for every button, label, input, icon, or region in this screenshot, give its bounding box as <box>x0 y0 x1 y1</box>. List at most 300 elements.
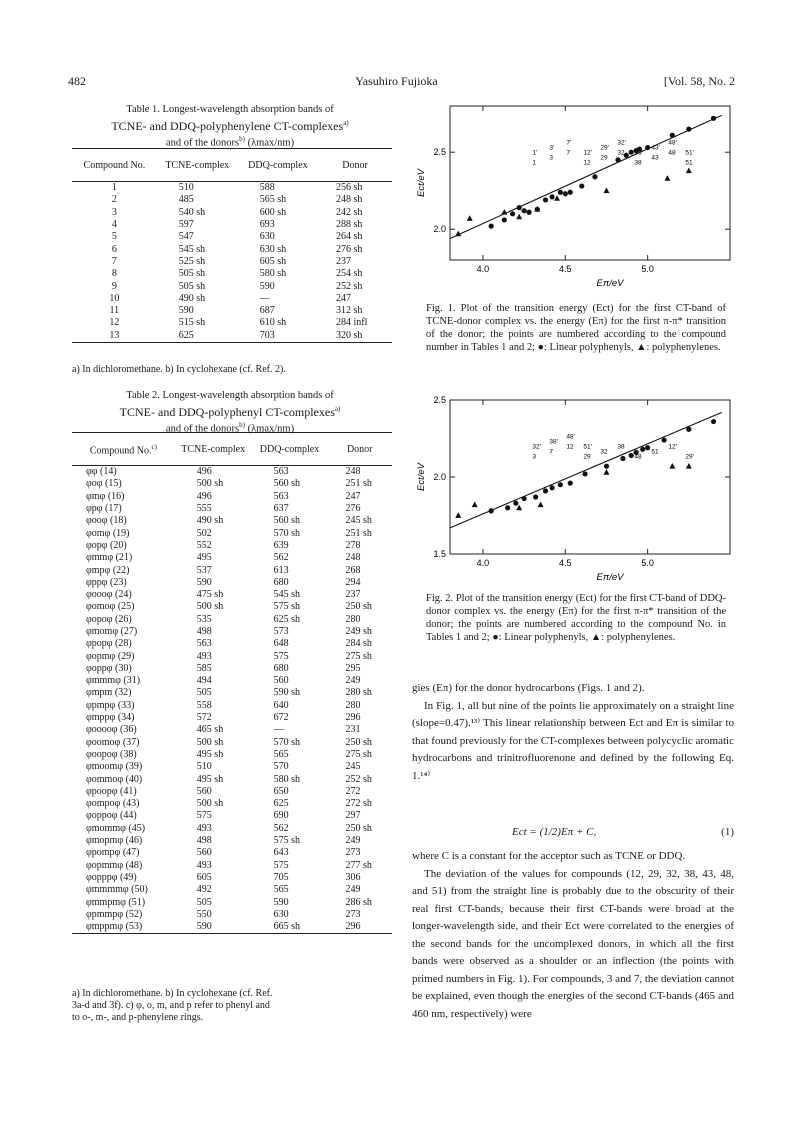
table1-cell: 1 <box>111 182 117 194</box>
table1-cell: 693 <box>259 219 275 231</box>
equation-text: Ect = (1/2)Eπ + C, <box>512 826 597 838</box>
table2-cell: 560 <box>196 785 212 797</box>
table1-cell: 3 <box>111 206 117 218</box>
fig2-plot-frame <box>450 400 730 554</box>
fig1-point-polyphenyl <box>558 190 563 195</box>
table1 <box>72 148 392 343</box>
table1-header-compound: Compound No. <box>83 159 146 171</box>
table2-cell: 494 <box>196 675 212 687</box>
fig1-point-polyphenyl <box>615 157 620 162</box>
table2-cell: 273 <box>345 908 361 920</box>
fig2-point-polyphenyl <box>522 496 527 501</box>
table2-title-line2: TCNE- and DDQ-polyphenyl CT-complexes$^{a)}$ <box>119 405 341 419</box>
table2-cell: 590 sh <box>273 687 300 699</box>
table2-cell: φpopφ (28) <box>86 638 132 650</box>
table2-cell: φoppoφ (44) <box>86 810 137 822</box>
table2-cell: 231 <box>345 724 361 736</box>
table1-cell: 485 <box>178 194 194 206</box>
table1-row <box>72 182 392 195</box>
fig1-point-polyphenyl <box>489 224 494 229</box>
table2-row <box>72 589 392 601</box>
table1-cell: 525 sh <box>178 255 206 267</box>
table1-cell: 547 <box>178 231 194 243</box>
table2-cell: 502 <box>196 527 212 539</box>
table1-cell: 288 sh <box>336 219 363 231</box>
table2-cell: 496 <box>196 490 212 502</box>
table1-cell: 320 sh <box>336 329 363 341</box>
table2-cell: φooooφ (36) <box>86 724 137 736</box>
table2-row <box>72 650 392 662</box>
table1-cell: 242 sh <box>336 206 363 218</box>
table2-cell: 558 <box>196 699 212 711</box>
table1-cell: 610 sh <box>259 317 287 329</box>
fig2-point-polyphenyl <box>505 505 510 510</box>
table2-row <box>72 773 392 785</box>
table1-title-line3: and of the donors$^{b)}$ (λmax/nm) <box>165 135 295 149</box>
body-paragraph-1: gies (Eπ) for the donor hydrocarbons (Figs. 1 and 2). <box>412 682 645 694</box>
table2-cell: 252 sh <box>345 773 372 785</box>
table1-cell: 605 sh <box>259 255 287 267</box>
table2-cell: φmomφ (27) <box>86 626 138 637</box>
table2-cell: φpmmpφ (52) <box>86 908 143 920</box>
fig1-point-label: 3 <box>549 154 553 162</box>
table2-row <box>72 896 392 908</box>
table1-title-line2: TCNE- and DDQ-polyphenylene CT-complexes$^{a)}$ <box>111 119 349 133</box>
table2-cell: 545 sh <box>273 589 300 601</box>
table2-cell: 555 <box>196 503 212 515</box>
table1-cell: 565 sh <box>259 194 287 206</box>
fig1-point-label: 7 <box>566 149 570 157</box>
fig1-point-polyphenylene <box>516 214 522 220</box>
table2-cell: 640 <box>273 699 289 711</box>
table1-header-row <box>72 149 392 182</box>
fig1-point-polyphenylene <box>686 167 692 173</box>
table1-row <box>72 243 392 255</box>
fig1-point-label: 38' <box>634 149 643 157</box>
table2-cell: 280 <box>345 613 361 625</box>
table1-cell: 505 sh <box>178 280 206 292</box>
table2-cell: 575 sh <box>273 835 300 847</box>
table1-cell: 256 sh <box>336 182 363 194</box>
table2-cell: 272 sh <box>345 798 372 810</box>
table2-cell: 249 <box>345 835 361 847</box>
fig2-point-label: 48' <box>566 433 575 441</box>
table2-row <box>72 675 392 687</box>
table1-row <box>72 256 392 268</box>
fig1-point-label: 29 <box>600 154 608 162</box>
table2-cell: 273 <box>345 847 361 859</box>
table2-row <box>72 478 392 490</box>
fig2-y-tick-label: 2.5 <box>433 395 446 405</box>
table2-cell: 250 sh <box>345 601 372 613</box>
fig1-point-polyphenyl <box>579 183 584 188</box>
table2-cell: 560 <box>196 847 212 859</box>
table1-cell: 590 <box>178 305 194 317</box>
fig1-caption: Fig. 1. Plot of the transition energy (Ect) for the first CT-band of TCNE-donor complex vs. the energy (Eπ) for the first π-π* transition of the donor; the points are numbered according to the compound number in Tables 1 and 2; ●: Linear polyphenyls, ▲: polyphenylenes. <box>426 303 726 353</box>
table2-cell: 500 sh <box>196 798 224 810</box>
fig1-point-label: 51 <box>685 159 693 167</box>
fig1-point-label: 3' <box>549 144 555 152</box>
table1-header-ddq: DDQ-complex <box>248 159 308 171</box>
fig1-y-tick-label: 2.0 <box>433 224 446 235</box>
fig2-x-axis-label: Eπ/eV <box>596 572 624 583</box>
table1-cell: 252 sh <box>336 280 363 292</box>
table2-cell: 272 <box>345 785 361 797</box>
table2-cell: 296 <box>345 921 361 933</box>
table2-cell: 680 <box>273 662 289 674</box>
table2-cell: 639 <box>273 539 289 551</box>
fig2-point-label: 51' <box>583 443 592 451</box>
fig2-point-polyphenylene <box>538 502 544 508</box>
fig1-point-label: 43' <box>651 144 660 152</box>
fig1-point-label: 7' <box>566 139 572 147</box>
table1-cell: 284 infl <box>336 317 368 329</box>
page-number: 482 <box>68 74 86 88</box>
table2-row <box>72 515 392 527</box>
table1-row <box>72 194 392 206</box>
table2-cell: 650 <box>273 785 289 797</box>
table2-cell: φoφ (15) <box>86 478 122 490</box>
table2-cell: φommoφ (40) <box>86 773 143 785</box>
table2-row <box>72 601 392 613</box>
table2-cell: φmmpmφ (51) <box>86 896 146 908</box>
table2-row <box>72 626 392 638</box>
table2-cell: φoppφ (30) <box>86 662 132 674</box>
table2-cell: φmopmφ (46) <box>86 835 143 847</box>
fig2-point-polyphenyl <box>620 456 625 461</box>
table2-cell: 465 sh <box>196 724 224 736</box>
table2-row <box>72 872 392 884</box>
table2-row <box>72 847 392 859</box>
table2-cell: 552 <box>196 539 212 551</box>
table2-title-line1: Table 2. Longest-wavelength absorption bands of <box>126 390 334 401</box>
table2-row <box>72 921 392 934</box>
table2-cell: 249 <box>345 675 361 687</box>
table2-cell: 643 <box>273 847 289 859</box>
fig1-point-label: 32 <box>617 149 625 157</box>
fig1-point-label: 48' <box>668 139 677 147</box>
table2-cell: 613 <box>273 564 289 576</box>
table2-cell: 250 sh <box>345 736 372 748</box>
table2-row <box>72 540 392 552</box>
table1-cell: 12 <box>109 317 120 329</box>
table2-cell: — <box>273 724 284 736</box>
table1-caption <box>66 104 394 150</box>
table2-row <box>72 552 392 564</box>
fig1-point-label: 12' <box>583 149 592 157</box>
table2-row <box>72 577 392 589</box>
table2-title-line3: and of the donors$^{b)}$ (λmax/nm) <box>165 421 295 435</box>
table1-cell: 8 <box>111 268 117 280</box>
table2-cell: 680 <box>273 576 289 588</box>
table2-row <box>72 786 392 798</box>
fig2-point-polyphenyl <box>645 445 650 450</box>
table2-cell: 625 <box>273 798 289 810</box>
fig1-point-polyphenyl <box>502 217 507 222</box>
fig1-point-polyphenylene <box>554 195 560 201</box>
table2-cell: 297 <box>345 810 361 822</box>
table2-cell: 550 <box>196 908 212 920</box>
table1-cell: 7 <box>111 255 117 267</box>
table1-row <box>72 268 392 280</box>
fig2-y-tick-label: 2.0 <box>433 472 446 482</box>
table2-cell: 268 <box>345 564 361 576</box>
fig2-point-polyphenyl <box>558 482 563 487</box>
fig1-point-label: 38 <box>634 159 642 167</box>
table2-cell: 280 <box>345 699 361 711</box>
fig2-y-axis-label: Ect/eV <box>416 463 427 491</box>
table2-cell: 505 <box>196 896 212 908</box>
table2-cell: 563 <box>196 638 212 650</box>
table2-row <box>72 860 392 872</box>
table2-cell: φompoφ (43) <box>86 798 140 810</box>
fig1-point-label: 29' <box>600 144 609 152</box>
fig1-point-label: 1' <box>532 149 538 157</box>
table2-cell: 560 sh <box>273 478 300 490</box>
table1-cell: 11 <box>109 305 120 317</box>
table2-cell: 565 <box>273 884 289 896</box>
table2-cell: 575 <box>273 859 289 871</box>
table2-cell: φmppmφ (53) <box>86 921 143 933</box>
fig1-point-polyphenylene <box>664 175 670 181</box>
fig1-point-polyphenylene <box>467 215 473 221</box>
table2-row <box>72 761 392 773</box>
table1-cell: 630 sh <box>259 243 287 255</box>
fig2-point-polyphenyl <box>686 427 691 432</box>
table1-cell: 2 <box>111 194 117 206</box>
table1-header-donor: Donor <box>342 159 368 171</box>
table2-cell: 575 <box>196 810 212 822</box>
table2-row <box>72 798 392 810</box>
table2-row <box>72 638 392 650</box>
table2-cell: φpφ (17) <box>86 503 122 515</box>
table2-row <box>72 749 392 761</box>
table1-cell: 237 <box>336 255 352 267</box>
table2-cell: 251 sh <box>345 527 372 539</box>
table2-cell: φopppφ (49) <box>86 871 137 883</box>
table1-cell: 590 <box>259 280 275 292</box>
equation-number: (1) <box>721 826 734 838</box>
fig2-point-polyphenylene <box>686 463 692 469</box>
body-paragraph-2: In Fig. 1, all but nine of the points lie approximately on a straight line (slope=0.47).¹³⁾ This linear relationship between Ect and Eπ is similar to that found previously for the CT-complexes between polycyclic aromatic hydrocarbons and trinitrofluorenone and defined by the following Eq. 1.¹⁴⁾ <box>412 699 734 782</box>
table1-cell: 600 sh <box>259 206 287 218</box>
table1-cell: 10 <box>109 292 120 304</box>
table2-cell: φmmmmφ (50) <box>86 884 148 896</box>
table2-cell: 560 sh <box>273 515 300 527</box>
fig2-caption: Fig. 2. Plot of the transition energy (Ect) for the first CT-band of DDQ-donor complex vs. the energy (Eπ) for the first π-π* transition of the donor; the points are numbered according to the compound No. in Tables 1 and 2; ●: Linear polyphenyls, ▲: polyphenylenes. <box>426 593 726 643</box>
table2-row <box>72 835 392 847</box>
table2-cell: 498 <box>196 835 212 847</box>
table2-row <box>72 466 392 479</box>
fig2-point-label: 7 <box>549 448 553 456</box>
table1-cell: 540 sh <box>178 206 206 218</box>
fig1-point-polyphenyl <box>592 174 597 179</box>
table2-cell: φoomoφ (37) <box>86 736 140 748</box>
table1-row <box>72 293 392 305</box>
fig1-point-label: 32' <box>617 139 626 147</box>
table2-cell: 705 <box>273 871 289 883</box>
table1-row <box>72 231 392 243</box>
table2-cell: 495 sh <box>196 773 224 785</box>
table2-cell: 570 sh <box>273 736 300 748</box>
fig2-point-polyphenyl <box>640 447 645 452</box>
fig2-point-label: 32 <box>600 448 608 456</box>
table1-title-line1: Table 1. Longest-wavelength absorption bands of <box>126 104 334 115</box>
table2-cell: φφ (14) <box>86 466 117 478</box>
table2-cell: φomoφ (25) <box>86 601 135 613</box>
table2-cell: 575 <box>273 650 289 662</box>
fig2-x-tick-label: 5.0 <box>641 558 654 568</box>
table2-cell: 562 <box>273 552 289 564</box>
table2-row <box>72 909 392 921</box>
fig1-point-polyphenyl <box>568 190 573 195</box>
table1-cell: 254 sh <box>336 268 363 280</box>
table2-row <box>72 810 392 822</box>
fig1-point-polyphenyl <box>670 133 675 138</box>
table2-cell: 251 sh <box>345 478 372 490</box>
table2-header-donor: Donor <box>346 443 373 455</box>
table2-cell: 575 sh <box>273 601 300 613</box>
table2-cell: 498 <box>196 626 212 637</box>
fig1-point-polyphenyl <box>522 208 527 213</box>
table2-cell: 495 <box>196 552 212 564</box>
table2-cell: 563 <box>273 490 289 502</box>
fig1-point-label: 51' <box>685 149 694 157</box>
table2-cell: 248 <box>345 466 361 478</box>
table1-cell: 490 sh <box>178 292 206 304</box>
fig1-y-axis-label: Ect/eV <box>416 169 427 197</box>
table2-cell: 572 <box>196 712 212 724</box>
fig1-point-polyphenyl <box>686 127 691 132</box>
fig1-point-polyphenyl <box>645 145 650 150</box>
table1-cell: 9 <box>111 280 117 292</box>
table2-cell: φmφ (16) <box>86 490 125 502</box>
table1-cell: 703 <box>259 329 275 341</box>
table2-row <box>72 564 392 576</box>
table2-cell: φmmφ (21) <box>86 552 133 564</box>
table2-cell: 275 sh <box>345 650 372 662</box>
table1-cell: 687 <box>259 305 275 317</box>
table2-cell: φpoopφ (41) <box>86 785 137 797</box>
table2-cell: 245 sh <box>345 515 372 527</box>
table2-cell: 493 <box>196 859 212 871</box>
table2-cell: 590 <box>273 896 289 908</box>
body-paragraph-4: The deviation of the values for compounds (12, 29, 32, 38, 43, 48, and 51) from the straight line is probably due to the obscurity of their real first CT-bands, because their first CT-bands were broad at the longer-wavelength side, and their Ect were correlated to the energies of the second bands for the uncomplexed donors, in which all the first bands were observed as a shoulder or an inflection (the points with primed numbers in Fig. 1). For compounds, 3 and 7, the deviation cannot be explained, even though the energies of the second CT-bands (465 and 460 nm, respectively) were <box>412 867 735 1020</box>
fig1-x-axis-label: Eπ/eV <box>596 278 624 289</box>
table2-cell: φooφ (18) <box>86 515 127 527</box>
fig2-point-label: 29' <box>685 453 694 461</box>
table2-cell: φoopoφ (38) <box>86 748 137 760</box>
fig2-point-polyphenylene <box>669 463 675 469</box>
fig2-y-tick-label: 1.5 <box>433 549 446 559</box>
table2-cell: 672 <box>273 712 289 724</box>
table2-cell: 280 sh <box>345 687 372 699</box>
table1-header-tcne: TCNE-complex <box>165 159 230 171</box>
table1-cell: 625 <box>178 329 194 341</box>
table2-cell: φmommφ (45) <box>86 822 146 834</box>
table2-caption <box>66 390 394 436</box>
table1-cell: 630 <box>259 231 275 243</box>
fig2-point-polyphenyl <box>629 453 634 458</box>
table2-cell: 284 sh <box>345 638 372 650</box>
table2-row <box>72 724 392 736</box>
table2-cell: φmpm (32) <box>86 687 132 699</box>
table1-row <box>72 317 392 329</box>
table2-cell: 565 <box>273 748 289 760</box>
table2-cell: 500 sh <box>196 478 224 490</box>
fig1-point-polyphenyl <box>510 211 515 216</box>
body-text-2 <box>412 848 734 1023</box>
table2-row <box>72 527 392 539</box>
table1-cell: 4 <box>111 219 117 231</box>
table2-header-ddq: DDQ-complex <box>259 443 320 455</box>
table2-cell: 630 <box>273 908 289 920</box>
table1-cell: 247 <box>336 292 352 304</box>
table2-cell: φmpφ (22) <box>86 564 130 576</box>
table2-cell: 492 <box>196 884 212 896</box>
table2-row <box>72 884 392 896</box>
table2-cell: 250 sh <box>345 822 372 834</box>
table1-cell: 264 sh <box>336 231 363 243</box>
fig1-fit-line <box>450 115 722 238</box>
fig2-point-polyphenylene <box>472 502 478 508</box>
table2-cell: 637 <box>273 503 289 515</box>
table2-cell: φopφ (20) <box>86 539 127 551</box>
table2-header-compound: Compound No.$^{c)}$ <box>89 442 157 457</box>
table2-row <box>72 687 392 699</box>
table1-cell: 5 <box>111 231 117 243</box>
fig1-point-polyphenyl <box>543 197 548 202</box>
table2-cell: 510 <box>196 761 212 773</box>
table2-cell: 286 sh <box>345 896 372 908</box>
table2-cell: 690 <box>273 810 289 822</box>
table2-cell: 275 sh <box>345 748 372 760</box>
fig1-point-label: 43 <box>651 154 659 162</box>
table1-cell: 545 sh <box>178 243 206 255</box>
body-paragraph-3: where C is a constant for the acceptor such as TCNE or DDQ. <box>412 850 686 862</box>
table2-header-row <box>72 433 392 466</box>
table2-cell: 237 <box>345 589 361 601</box>
table2-note-line1: a) In dichloromethane. b) In cyclohexane (cf. Ref. <box>72 988 273 999</box>
table2-cell: 500 sh <box>196 601 224 613</box>
table2-cell: 245 <box>345 761 361 773</box>
table1-cell: 510 <box>178 182 194 194</box>
table2-cell: φmmmφ (31) <box>86 675 141 687</box>
table2-header-tcne: TCNE-complex <box>181 443 246 455</box>
fig2-point-polyphenylene <box>603 469 609 475</box>
table1-row <box>72 305 392 317</box>
fig2-point-polyphenyl <box>582 471 587 476</box>
running-author: Yasuhiro Fujioka <box>355 74 438 88</box>
table1-cell: 588 <box>259 182 275 194</box>
fig1-point-polyphenyl <box>526 210 531 215</box>
table2-cell: 249 <box>345 884 361 896</box>
table2-cell: 580 sh <box>273 773 300 785</box>
fig2-point-polyphenyl <box>662 437 667 442</box>
fig2-point-polyphenyl <box>513 501 518 506</box>
table2-cell: 625 sh <box>273 613 300 625</box>
table1-cell: 580 sh <box>259 268 287 280</box>
fig2-point-label: 12 <box>566 443 574 451</box>
fig2-point-polyphenyl <box>533 494 538 499</box>
table1-row <box>72 219 392 231</box>
table2-cell: 475 sh <box>196 589 224 601</box>
table2-cell: 605 <box>196 871 212 883</box>
table2-cell: 535 <box>196 613 212 625</box>
table1-cell: 515 sh <box>178 317 206 329</box>
fig2-point-polyphenyl <box>604 464 609 469</box>
fig1-x-tick-label: 5.0 <box>641 264 654 274</box>
